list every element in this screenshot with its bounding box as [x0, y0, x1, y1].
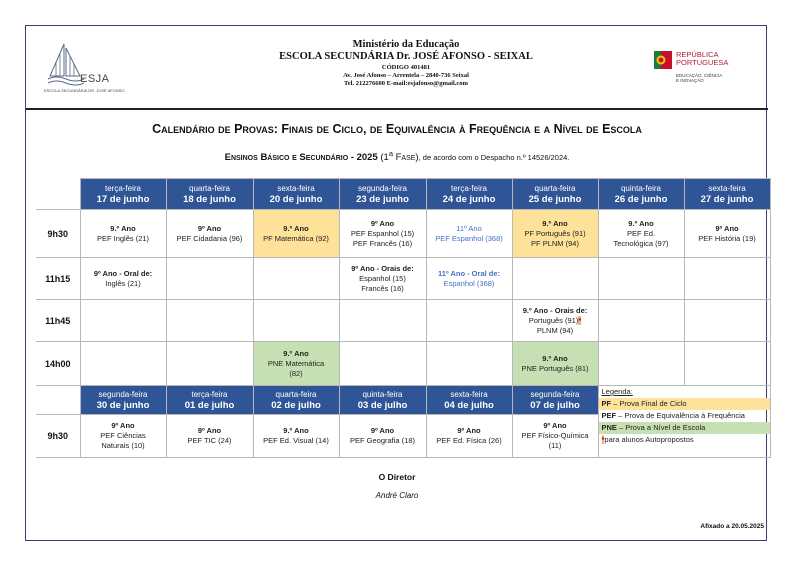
exam-name: PNE Matemática — [267, 358, 325, 368]
day-name: terça-feira — [191, 389, 228, 399]
day-date: 26 de junho — [614, 193, 668, 205]
day-date: 04 de julho — [444, 399, 494, 411]
time-cell: 11h15 — [36, 258, 80, 300]
exam-year: 9.º Ano — [542, 218, 568, 228]
exam-cell — [253, 210, 339, 258]
empty-cell — [339, 342, 426, 386]
empty-cell — [598, 342, 684, 386]
exam-year: 9º Ano — [543, 421, 567, 430]
school-code: CÓDIGO 401481 — [381, 64, 431, 71]
exam-cell — [339, 210, 426, 258]
legend-pne-code: PNE — [601, 423, 617, 432]
exam-cell — [166, 210, 253, 258]
republica-sub1: EDUCAÇÃO, CIÊNCIA — [676, 73, 723, 78]
exam-year: 9º Ano — [111, 421, 135, 430]
exam-cell — [426, 210, 512, 258]
exam-year: 9º Ano — [197, 223, 222, 233]
corner-cell — [36, 386, 80, 415]
exam-year: 9º Ano — [457, 426, 481, 435]
time-cell: 9h30 — [36, 415, 80, 458]
document-frame — [25, 25, 767, 541]
day-date: 27 de junho — [700, 193, 754, 205]
exam-cell — [426, 258, 512, 300]
esja-logo-name: ESJA — [80, 73, 110, 85]
exam-year: 9.º Ano — [283, 223, 309, 233]
legend-box — [598, 386, 770, 458]
day-name: segunda-feira — [530, 389, 580, 399]
day-name: quarta-feira — [534, 183, 576, 193]
exam-cell — [512, 300, 598, 342]
day-name: segunda-feira — [98, 389, 148, 399]
legend-title-text: Legenda: — [601, 387, 633, 396]
exam-year: 9.º Ano — [542, 353, 568, 363]
day-header — [339, 179, 426, 210]
day-name: sexta-feira — [708, 183, 746, 193]
day-name: sexta-feira — [450, 389, 488, 399]
exam-cell — [512, 342, 598, 386]
legend-pne-text: – Prova a Nível de Escola — [616, 423, 706, 432]
exam-name: PEF Ed. Física (26) — [436, 436, 502, 445]
day-name: terça-feira — [450, 183, 487, 193]
school-contacts: Tel. 212276600 E-mail:esjafonso@gmail.com — [344, 80, 468, 87]
day-header — [80, 386, 166, 415]
exam-cell — [426, 415, 512, 458]
day-date: 30 de junho — [96, 399, 150, 411]
exam-cell — [80, 210, 166, 258]
day-name: quinta-feira — [362, 389, 403, 399]
day-header — [426, 386, 512, 415]
exam-year: 9.º Ano - Orais de: — [522, 305, 588, 315]
exam-year: 9º Ano - Oral de: — [93, 268, 153, 278]
exam-name: Francês (16) — [361, 283, 404, 293]
day-header — [80, 179, 166, 210]
day-date: 24 de junho — [442, 193, 496, 205]
day-name: quarta-feira — [189, 183, 230, 193]
republic-emblem-icon — [654, 51, 672, 69]
republica-subtext — [676, 73, 722, 83]
empty-cell — [512, 258, 598, 300]
republica-sub2: E INOVAÇÃO — [676, 78, 704, 83]
exam-name: Naturais (10) — [101, 441, 145, 450]
legend-pf — [599, 398, 770, 410]
empty-cell — [166, 258, 253, 300]
school-heading — [256, 39, 556, 87]
exam-name: PEF Ciências — [100, 431, 146, 440]
empty-cell — [166, 342, 253, 386]
exam-name: PEF TIC (24) — [187, 436, 232, 445]
empty-cell — [253, 258, 339, 300]
legend-pf-code: PF — [601, 399, 612, 408]
time-cell: 11h45 — [36, 300, 80, 342]
exam-year: 11º Ano - Oral de: — [437, 268, 501, 278]
empty-cell — [426, 342, 512, 386]
ministry-name: Ministério da Educação — [352, 39, 460, 50]
time-cell: 9h30 — [36, 210, 80, 258]
day-date: 03 de julho — [357, 399, 408, 411]
legend-star-marker: * — [601, 435, 605, 444]
exam-name: (82) — [289, 368, 303, 378]
page-subtitle — [26, 149, 768, 163]
header — [26, 26, 768, 109]
empty-cell — [684, 342, 770, 386]
subtitle-phase-open: (1 — [377, 152, 389, 164]
day-header — [339, 386, 426, 415]
subtitle-phase-sup: a — [388, 149, 393, 158]
legend-star — [599, 434, 770, 446]
exam-year: 9.º Ano — [628, 218, 654, 228]
empty-cell — [426, 300, 512, 342]
exam-name: Tecnológica (97) — [613, 238, 669, 248]
exam-name: PEF Ed. Visual (14) — [263, 436, 329, 445]
exam-year: 9.º Ano — [283, 426, 309, 435]
exam-name: PEF Ed. — [627, 228, 655, 238]
day-header — [512, 386, 598, 415]
day-date: 17 de junho — [96, 193, 150, 205]
exam-name: (11) — [548, 441, 562, 450]
school-address: Av. José Afonso – Arrentela – 2840-736 Seixal — [343, 72, 469, 79]
exam-cell — [339, 258, 426, 300]
exam-cell — [684, 210, 770, 258]
director-name: André Claro — [375, 491, 419, 500]
exam-cell — [512, 415, 598, 458]
exam-cell — [253, 415, 339, 458]
day-date: 25 de junho — [528, 193, 582, 205]
posted-date: Afixado a 20.05.2025 — [700, 523, 764, 530]
day-header — [426, 179, 512, 210]
day-header — [253, 179, 339, 210]
day-name: terça-feira — [104, 183, 141, 193]
exam-name: Espanhol (15) — [359, 273, 406, 283]
empty-cell — [684, 300, 770, 342]
exam-name: PEF Inglês (21) — [96, 233, 150, 243]
exam-cell — [339, 415, 426, 458]
empty-cell — [339, 300, 426, 342]
autoproposto-marker: * — [578, 315, 582, 325]
subtitle-bold: Ensinos Básico e Secundário - 2025 — [224, 152, 378, 164]
exam-name: PF Matemática (92) — [263, 233, 329, 243]
day-date: 07 de julho — [530, 399, 580, 411]
day-header — [512, 179, 598, 210]
exam-year: 9º Ano - Orais de: — [351, 263, 414, 273]
exam-name: PEF Cidadania (96) — [176, 233, 243, 243]
exam-cell — [598, 210, 684, 258]
subtitle-phase-close: Fase) — [392, 152, 419, 164]
empty-cell — [80, 342, 166, 386]
schedule-table-week1 — [36, 178, 771, 386]
legend-pne — [599, 422, 770, 434]
day-name: sexta-feira — [277, 183, 315, 193]
exam-name: Português (91) — [528, 315, 579, 325]
day-name: segunda-feira — [358, 183, 407, 193]
republica-line1: REPÚBLICA — [676, 50, 719, 59]
day-name: quarta-feira — [275, 389, 317, 399]
empty-cell — [166, 300, 253, 342]
corner-cell — [36, 179, 80, 210]
exam-year: 11º Ano — [456, 223, 482, 233]
republica-logo — [654, 51, 754, 101]
day-header — [166, 386, 253, 415]
legend-pef-text: – Prova de Equivalência à Frequência — [616, 411, 745, 420]
exam-year: 9º Ano — [197, 426, 222, 435]
exam-cell — [80, 415, 166, 458]
exam-name: PNE Português (81) — [521, 363, 589, 373]
esja-logo — [44, 42, 124, 102]
legend-pef — [599, 410, 770, 422]
day-header — [684, 179, 770, 210]
header-divider — [26, 108, 768, 110]
exam-year: 9.º Ano — [110, 223, 136, 233]
legend-pf-text: – Prova Final de Ciclo — [611, 399, 687, 408]
exam-name: PEF História (19) — [698, 233, 756, 243]
day-header — [598, 179, 684, 210]
time-cell: 14h00 — [36, 342, 80, 386]
exam-name: PEF Geografia (18) — [349, 436, 416, 445]
exam-cell — [253, 342, 339, 386]
republica-line2: PORTUGUESA — [676, 58, 729, 67]
day-date: 01 de julho — [184, 399, 235, 411]
empty-cell — [684, 258, 770, 300]
legend-title — [599, 386, 770, 398]
exam-name: Inglês (21) — [105, 278, 141, 288]
exam-name: PF Português (91) — [524, 228, 586, 238]
republica-text — [676, 51, 728, 67]
exam-year: 9º Ano — [370, 426, 395, 435]
exam-name: PLNM (94) — [536, 325, 574, 335]
empty-cell — [598, 258, 684, 300]
day-date: 02 de julho — [271, 399, 321, 411]
legend-star-text: para alunos Autopropostos — [604, 435, 694, 444]
exam-name: PEF Francês (16) — [352, 238, 413, 248]
exam-cell — [512, 210, 598, 258]
exam-name: Espanhol (368) — [443, 278, 495, 288]
empty-cell — [598, 300, 684, 342]
exam-name: PEF Físico-Química — [521, 431, 589, 440]
exam-year: 9º Ano — [715, 223, 739, 233]
day-date: 23 de junho — [356, 193, 409, 205]
exam-name: PEF Espanhol (368) — [435, 233, 503, 243]
empty-cell — [253, 300, 339, 342]
schedule-table-week2 — [36, 385, 771, 458]
school-name: ESCOLA SECUNDÁRIA Dr. JOSÉ AFONSO - SEIXAL — [279, 51, 533, 62]
exam-name: PF PLNM (94) — [531, 238, 579, 248]
subtitle-rest: , de acordo com o Despacho n.º 14526/2024. — [418, 153, 570, 163]
exam-cell — [80, 258, 166, 300]
day-header — [253, 386, 339, 415]
exam-year: 9.º Ano — [283, 348, 309, 358]
director-label: O Diretor — [378, 472, 416, 482]
page-title: Calendário de Provas: Finais de Ciclo, de Equivalência à Frequência e a Nível de Escola — [152, 122, 642, 136]
day-name: quinta-feira — [620, 183, 662, 193]
day-date: 18 de junho — [183, 193, 236, 205]
exam-name: PEF Espanhol (15) — [350, 228, 415, 238]
day-header — [166, 179, 253, 210]
esja-logo-subtitle: ESCOLA SECUNDÁRIA DR. JOSÉ AFONSO — [44, 88, 125, 93]
day-date: 20 de junho — [269, 193, 323, 205]
exam-cell — [166, 415, 253, 458]
empty-cell — [80, 300, 166, 342]
exam-year: 9º Ano — [370, 218, 395, 228]
legend-pef-code: PEF — [601, 411, 617, 420]
